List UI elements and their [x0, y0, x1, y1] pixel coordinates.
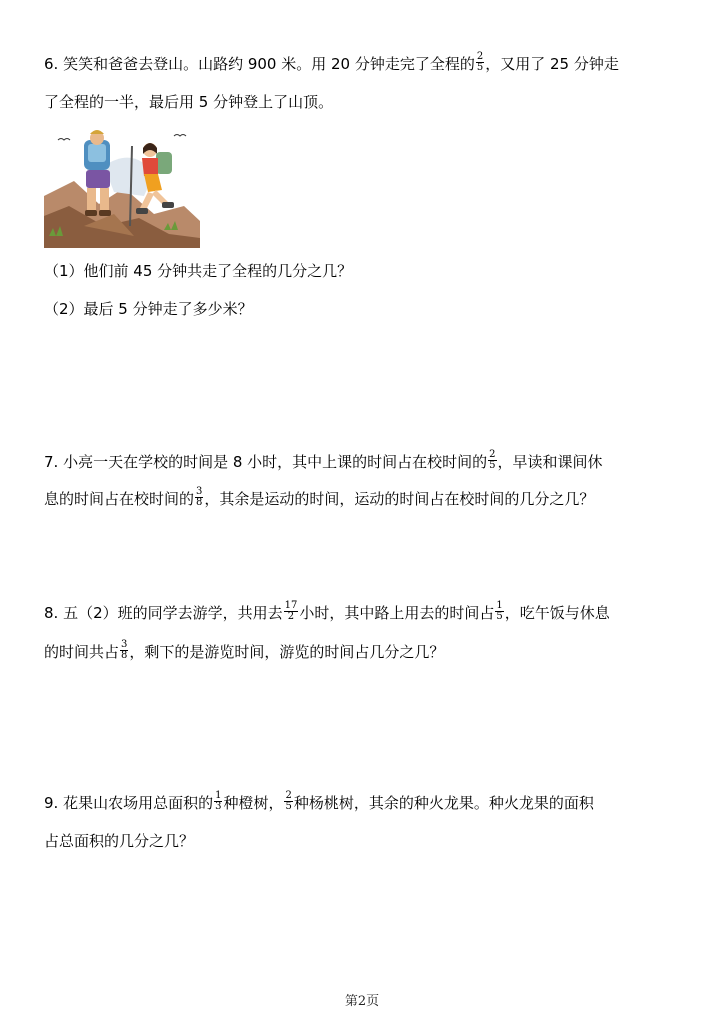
hikers-illustration: [44, 126, 200, 248]
q6-sub1: （1）他们前 45 分钟共走了全程的几分之几？: [44, 262, 353, 280]
q6-line2: 了全程的一半，最后用 5 分钟登上了山顶。: [44, 93, 334, 111]
q8-line2: 的时间共占 $\frac{3}{8}$ ，剩下的是游览时间，游览的时间占几分之几？: [44, 639, 445, 661]
fraction: $\frac{1}{3}$: [215, 790, 222, 812]
q8-text: 8. 五（2）班的同学去游学，共用去: [44, 604, 283, 622]
fraction: $\frac{17}{2}$: [284, 600, 298, 622]
q9-line1: 9. 花果山农场用总面积的 $\frac{1}{3}$ 种橙树， $\frac{2}{5}$ 种杨桃树，其余的种火龙果。种火龙果的面积: [44, 790, 594, 812]
fraction: $\frac{2}{5}$: [489, 449, 496, 471]
q7-line1: 7. 小亮一天在学校的时间是 8 小时，其中上课的时间占在校时间的 $\frac{2}{5}$ ，早读和课间休: [44, 449, 603, 471]
fraction: $\frac{1}{5}$: [496, 600, 503, 622]
q8-line1: 8. 五（2）班的同学去游学，共用去 $\frac{17}{2}$ 小时，其中路上用去的时间占 $\frac{1}{5}$ ，吃午饭与休息: [44, 600, 610, 622]
fraction: $\frac{2}{5}$: [285, 790, 292, 812]
q9-text: 9. 花果山农场用总面积的: [44, 794, 214, 812]
q7-line2: 息的时间占在校时间的 $\frac{3}{8}$ ，其余是运动的时间，运动的时间占在校时间的几分之几？: [44, 486, 595, 508]
page-number: 第2页: [344, 994, 380, 1009]
q6-line1: 6. 笑笑和爸爸去登山。山路约 900 米。用 20 分钟走完了全程的 $\frac{2}{5}$ ，又用了 25 分钟走: [44, 51, 619, 73]
fraction: $\frac{3}{8}$: [121, 639, 128, 661]
q7-text: 7. 小亮一天在学校的时间是 8 小时，其中上课的时间占在校时间的: [44, 453, 488, 471]
q9-line2: 占总面积的几分之几？: [44, 832, 195, 850]
q6-text: 6. 笑笑和爸爸去登山。山路约 900 米。用 20 分钟走完了全程的: [44, 55, 475, 73]
fraction: $\frac{2}{5}$: [476, 51, 484, 73]
fraction: $\frac{3}{8}$: [196, 486, 203, 508]
q6-sub2: （2）最后 5 分钟走了多少米？: [44, 300, 253, 318]
